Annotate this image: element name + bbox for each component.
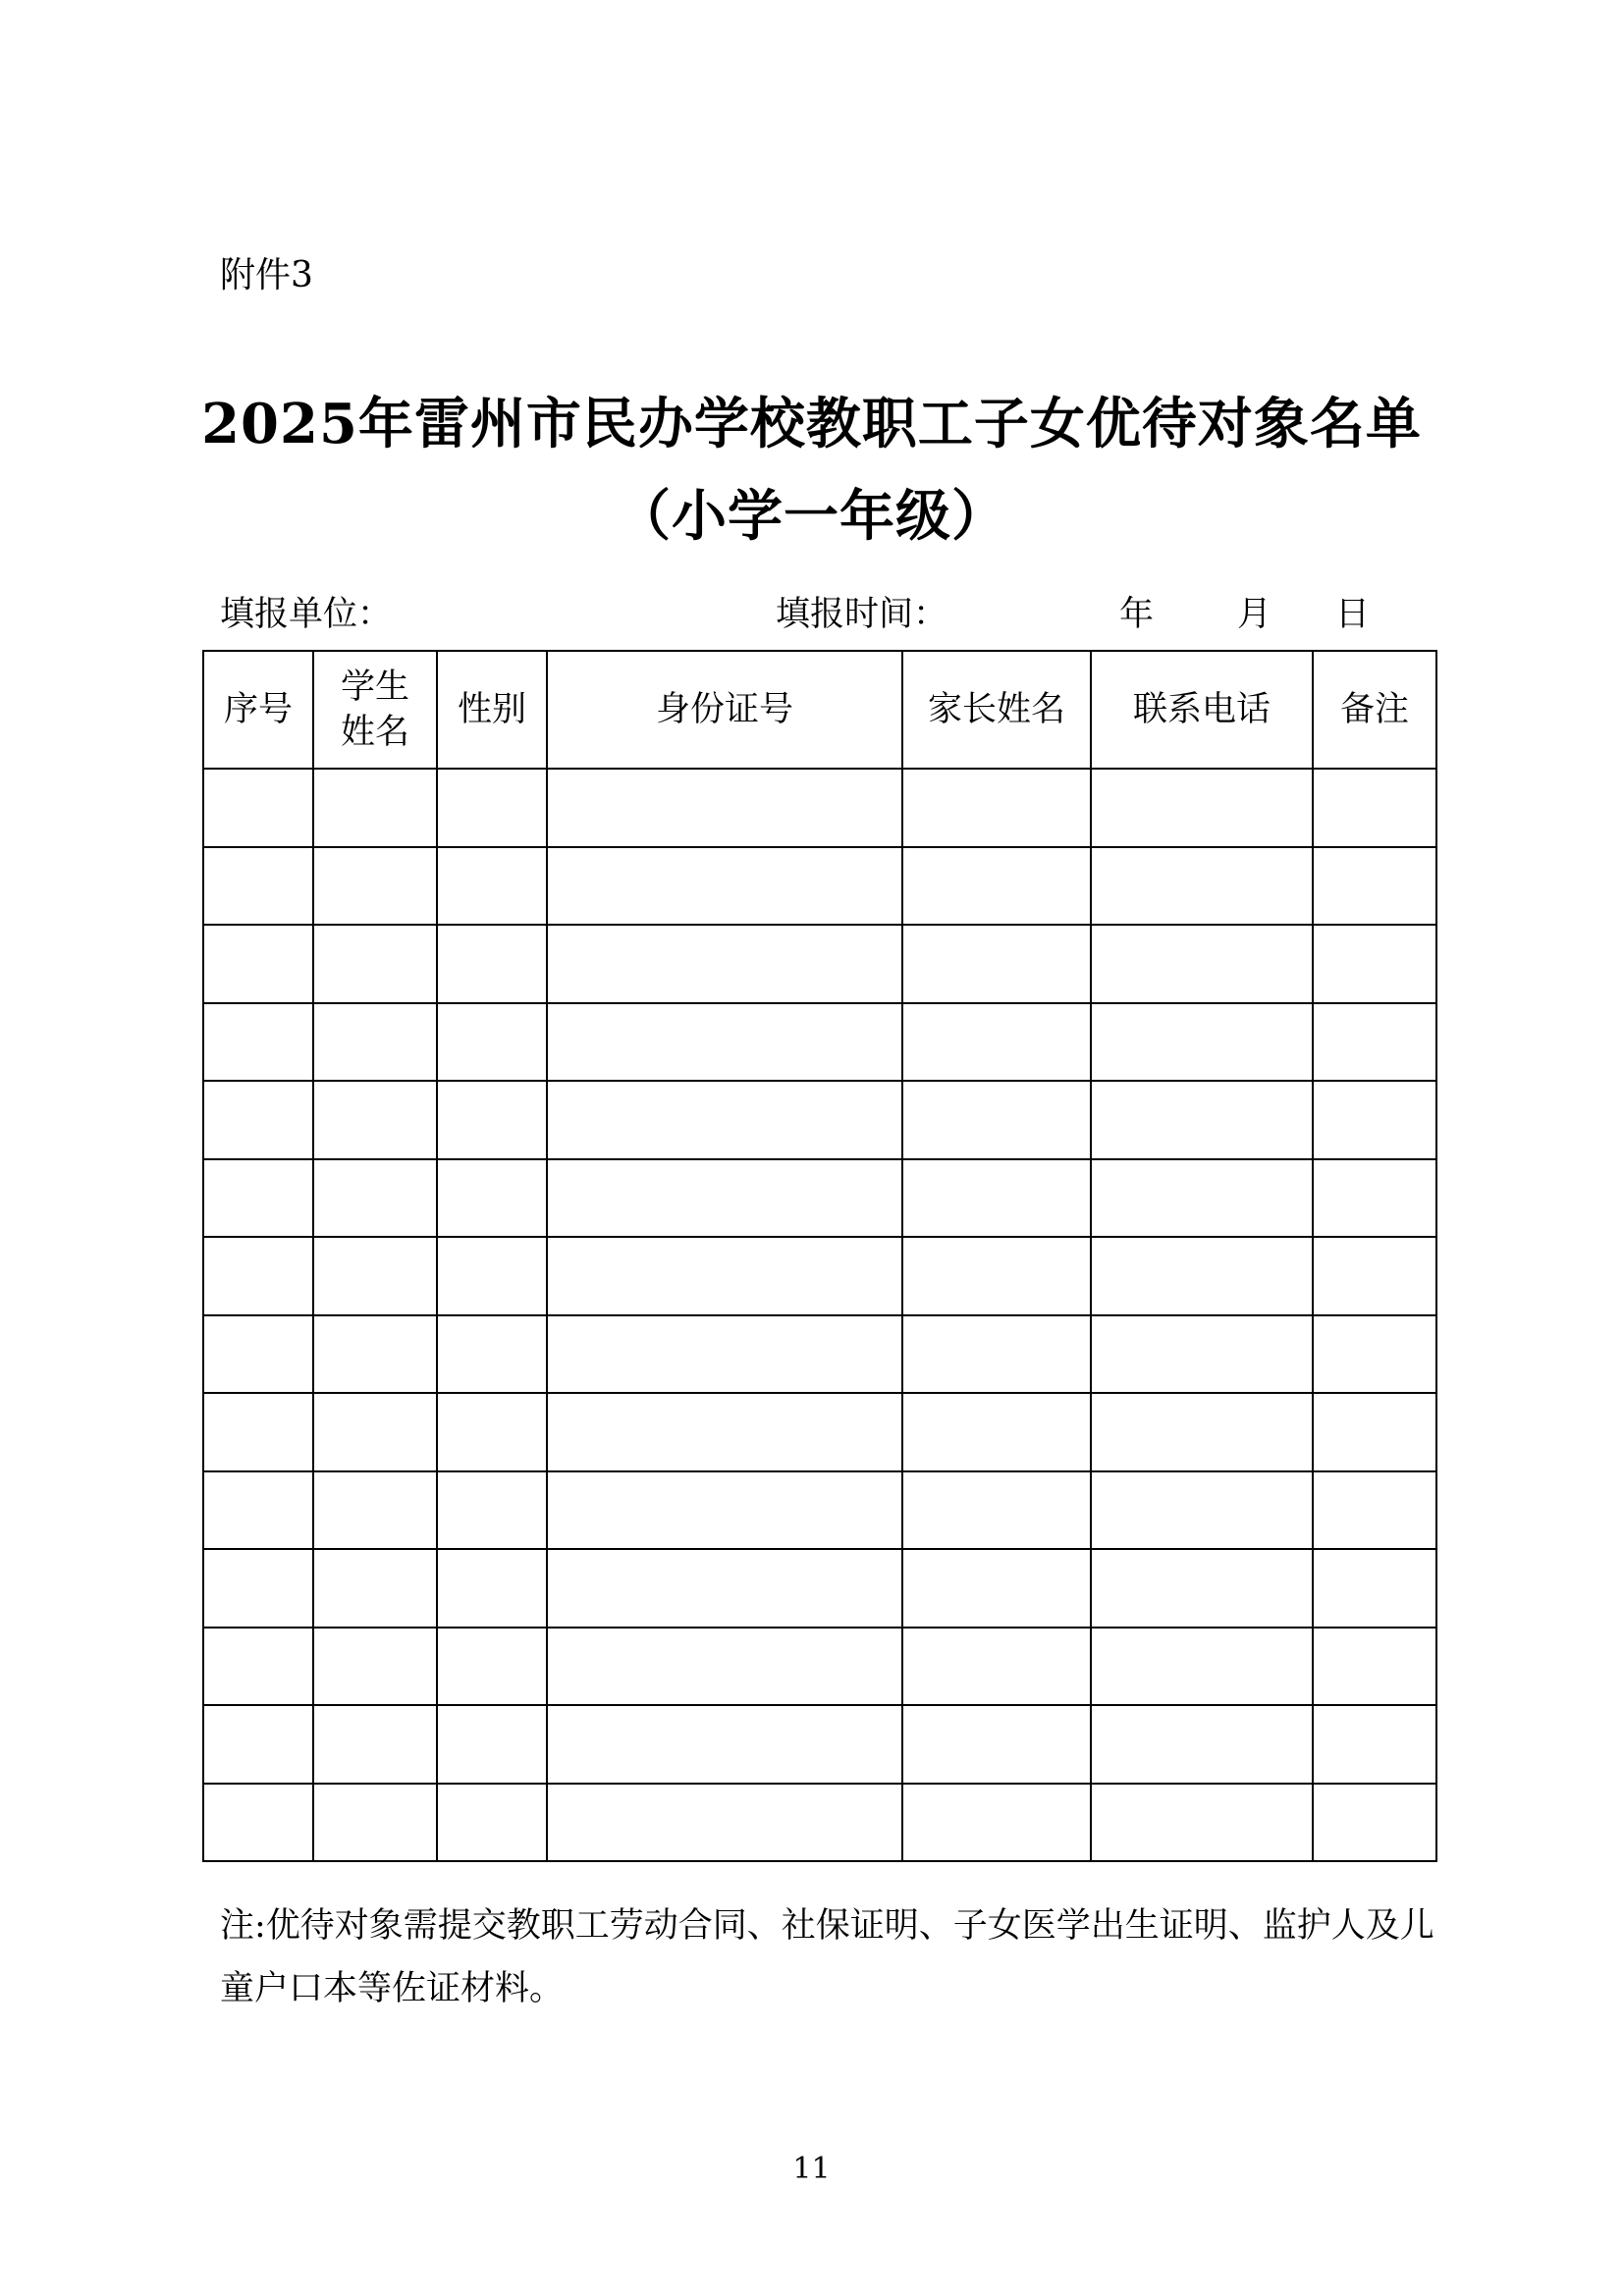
- table-cell[interactable]: [313, 1315, 437, 1394]
- table-cell[interactable]: [1091, 769, 1313, 847]
- table-cell[interactable]: [1313, 1237, 1436, 1315]
- table-cell[interactable]: [437, 1471, 547, 1550]
- table-cell[interactable]: [1091, 1628, 1313, 1706]
- table-cell[interactable]: [1313, 1705, 1436, 1784]
- table-cell[interactable]: [547, 1628, 902, 1706]
- table-cell[interactable]: [313, 925, 437, 1003]
- table-row: [203, 925, 1436, 1003]
- table-cell[interactable]: [313, 847, 437, 926]
- table-cell[interactable]: [1091, 847, 1313, 926]
- table-cell[interactable]: [547, 1784, 902, 1862]
- table-cell[interactable]: [902, 847, 1091, 926]
- header-index: 序号: [203, 651, 313, 769]
- table-cell[interactable]: [1313, 1003, 1436, 1082]
- table-row: [203, 1003, 1436, 1082]
- header-student-name-text: 学生姓名: [341, 667, 410, 752]
- table-cell[interactable]: [313, 1003, 437, 1082]
- table-cell[interactable]: [1091, 1081, 1313, 1159]
- table-cell[interactable]: [203, 1628, 313, 1706]
- attachment-label: 附件3: [220, 255, 313, 295]
- table-cell[interactable]: [1313, 1159, 1436, 1238]
- table-cell[interactable]: [547, 1003, 902, 1082]
- header-parent-name: 家长姓名: [902, 651, 1091, 769]
- table-row: [203, 1471, 1436, 1550]
- table-cell[interactable]: [437, 1315, 547, 1394]
- table-cell[interactable]: [1313, 769, 1436, 847]
- table-cell[interactable]: [902, 1237, 1091, 1315]
- table-cell[interactable]: [437, 1081, 547, 1159]
- table-cell[interactable]: [1313, 1784, 1436, 1862]
- table-cell[interactable]: [437, 1237, 547, 1315]
- fill-time-label: 填报时间：: [776, 595, 948, 634]
- table-cell[interactable]: [313, 1237, 437, 1315]
- table-cell[interactable]: [547, 769, 902, 847]
- page-number: 11: [792, 2152, 831, 2186]
- table-cell[interactable]: [1313, 847, 1436, 926]
- table-cell[interactable]: [437, 847, 547, 926]
- table-cell[interactable]: [313, 1393, 437, 1471]
- month-label: 月: [1237, 595, 1272, 634]
- table-cell[interactable]: [313, 1081, 437, 1159]
- table-row: [203, 1081, 1436, 1159]
- table-cell[interactable]: [1091, 1549, 1313, 1628]
- table-cell[interactable]: [547, 1393, 902, 1471]
- header-phone: 联系电话: [1091, 651, 1313, 769]
- table-cell[interactable]: [1313, 1393, 1436, 1471]
- table-cell[interactable]: [902, 1081, 1091, 1159]
- table-cell[interactable]: [547, 1081, 902, 1159]
- table-cell[interactable]: [313, 1549, 437, 1628]
- table-cell[interactable]: [902, 1628, 1091, 1706]
- table-header-row: [203, 651, 1436, 769]
- table-cell[interactable]: [547, 1705, 902, 1784]
- year-label: 年: [1119, 595, 1155, 634]
- header-student-name: [313, 651, 437, 769]
- table-cell[interactable]: [203, 847, 313, 926]
- table-cell[interactable]: [1313, 1471, 1436, 1550]
- table-cell[interactable]: [902, 1784, 1091, 1862]
- table-cell[interactable]: [203, 1237, 313, 1315]
- table-row: [203, 1237, 1436, 1315]
- table-cell[interactable]: [437, 925, 547, 1003]
- table-cell[interactable]: [1313, 925, 1436, 1003]
- document-subtitle: （小学一年级）: [616, 484, 1007, 549]
- table-cell[interactable]: [203, 769, 313, 847]
- table-cell[interactable]: [437, 1159, 547, 1238]
- table-cell[interactable]: [437, 1393, 547, 1471]
- table-cell[interactable]: [203, 925, 313, 1003]
- table-cell[interactable]: [203, 1003, 313, 1082]
- table-cell[interactable]: [437, 1549, 547, 1628]
- table-cell[interactable]: [203, 1081, 313, 1159]
- table-cell[interactable]: [437, 769, 547, 847]
- table-cell[interactable]: [313, 1784, 437, 1862]
- table-cell[interactable]: [1091, 1315, 1313, 1394]
- table-cell[interactable]: [437, 1003, 547, 1082]
- table-cell[interactable]: [902, 1549, 1091, 1628]
- table-cell[interactable]: [313, 1471, 437, 1550]
- table-cell[interactable]: [547, 1237, 902, 1315]
- table-row: [203, 847, 1436, 926]
- table-cell[interactable]: [902, 1003, 1091, 1082]
- table-row: [203, 769, 1436, 847]
- table-cell[interactable]: [1091, 1003, 1313, 1082]
- table-cell[interactable]: [437, 1705, 547, 1784]
- table-cell[interactable]: [203, 1393, 313, 1471]
- table-cell[interactable]: [1091, 1237, 1313, 1315]
- table-cell[interactable]: [313, 769, 437, 847]
- header-gender: 性别: [437, 651, 547, 769]
- table-cell[interactable]: [203, 1784, 313, 1862]
- table-cell[interactable]: [1091, 1393, 1313, 1471]
- table-cell[interactable]: [313, 1159, 437, 1238]
- table-cell[interactable]: [313, 1628, 437, 1706]
- roster-table: [202, 650, 1437, 1862]
- footnote: 注:优待对象需提交教职工劳动合同、社保证明、子女医学出生证明、监护人及儿童户口本等佐证材料。: [220, 1906, 1434, 2008]
- table-cell[interactable]: [1313, 1628, 1436, 1706]
- table-cell[interactable]: [203, 1315, 313, 1394]
- fill-unit-label: 填报单位：: [220, 595, 393, 634]
- table-cell[interactable]: [437, 1784, 547, 1862]
- table-cell[interactable]: [547, 1159, 902, 1238]
- table-cell[interactable]: [547, 1471, 902, 1550]
- table-cell[interactable]: [203, 1549, 313, 1628]
- table-cell[interactable]: [313, 1705, 437, 1784]
- table-cell[interactable]: [547, 1549, 902, 1628]
- table-row: [203, 1784, 1436, 1862]
- header-id-number: 身份证号: [547, 651, 902, 769]
- table-cell[interactable]: [547, 847, 902, 926]
- table-row: [203, 1159, 1436, 1238]
- table-cell[interactable]: [902, 1471, 1091, 1550]
- table-cell[interactable]: [1313, 1315, 1436, 1394]
- header-remarks: 备注: [1313, 651, 1436, 769]
- table-row: [203, 1393, 1436, 1471]
- table-cell[interactable]: [902, 1315, 1091, 1394]
- table-cell[interactable]: [1091, 1784, 1313, 1862]
- table-cell[interactable]: [547, 925, 902, 1003]
- table-cell[interactable]: [902, 1159, 1091, 1238]
- table-cell[interactable]: [1091, 1159, 1313, 1238]
- table-cell[interactable]: [902, 1705, 1091, 1784]
- table-cell[interactable]: [1091, 1705, 1313, 1784]
- day-label: 日: [1335, 595, 1371, 634]
- table-cell[interactable]: [1091, 925, 1313, 1003]
- table-row: [203, 1705, 1436, 1784]
- table-cell[interactable]: [1091, 1471, 1313, 1550]
- table-cell[interactable]: [1313, 1081, 1436, 1159]
- table-cell[interactable]: [547, 1315, 902, 1394]
- table-cell[interactable]: [203, 1471, 313, 1550]
- table-cell[interactable]: [1313, 1549, 1436, 1628]
- table-body: [203, 769, 1436, 1861]
- table-cell[interactable]: [437, 1628, 547, 1706]
- table-cell[interactable]: [902, 925, 1091, 1003]
- table-cell[interactable]: [902, 769, 1091, 847]
- document-title: 2025年雷州市民办学校教职工子女优待对象名单: [201, 392, 1422, 456]
- table-cell[interactable]: [203, 1705, 313, 1784]
- table-row: [203, 1549, 1436, 1628]
- table-row: [203, 1628, 1436, 1706]
- table-cell[interactable]: [203, 1159, 313, 1238]
- table-cell[interactable]: [902, 1393, 1091, 1471]
- table-row: [203, 1315, 1436, 1394]
